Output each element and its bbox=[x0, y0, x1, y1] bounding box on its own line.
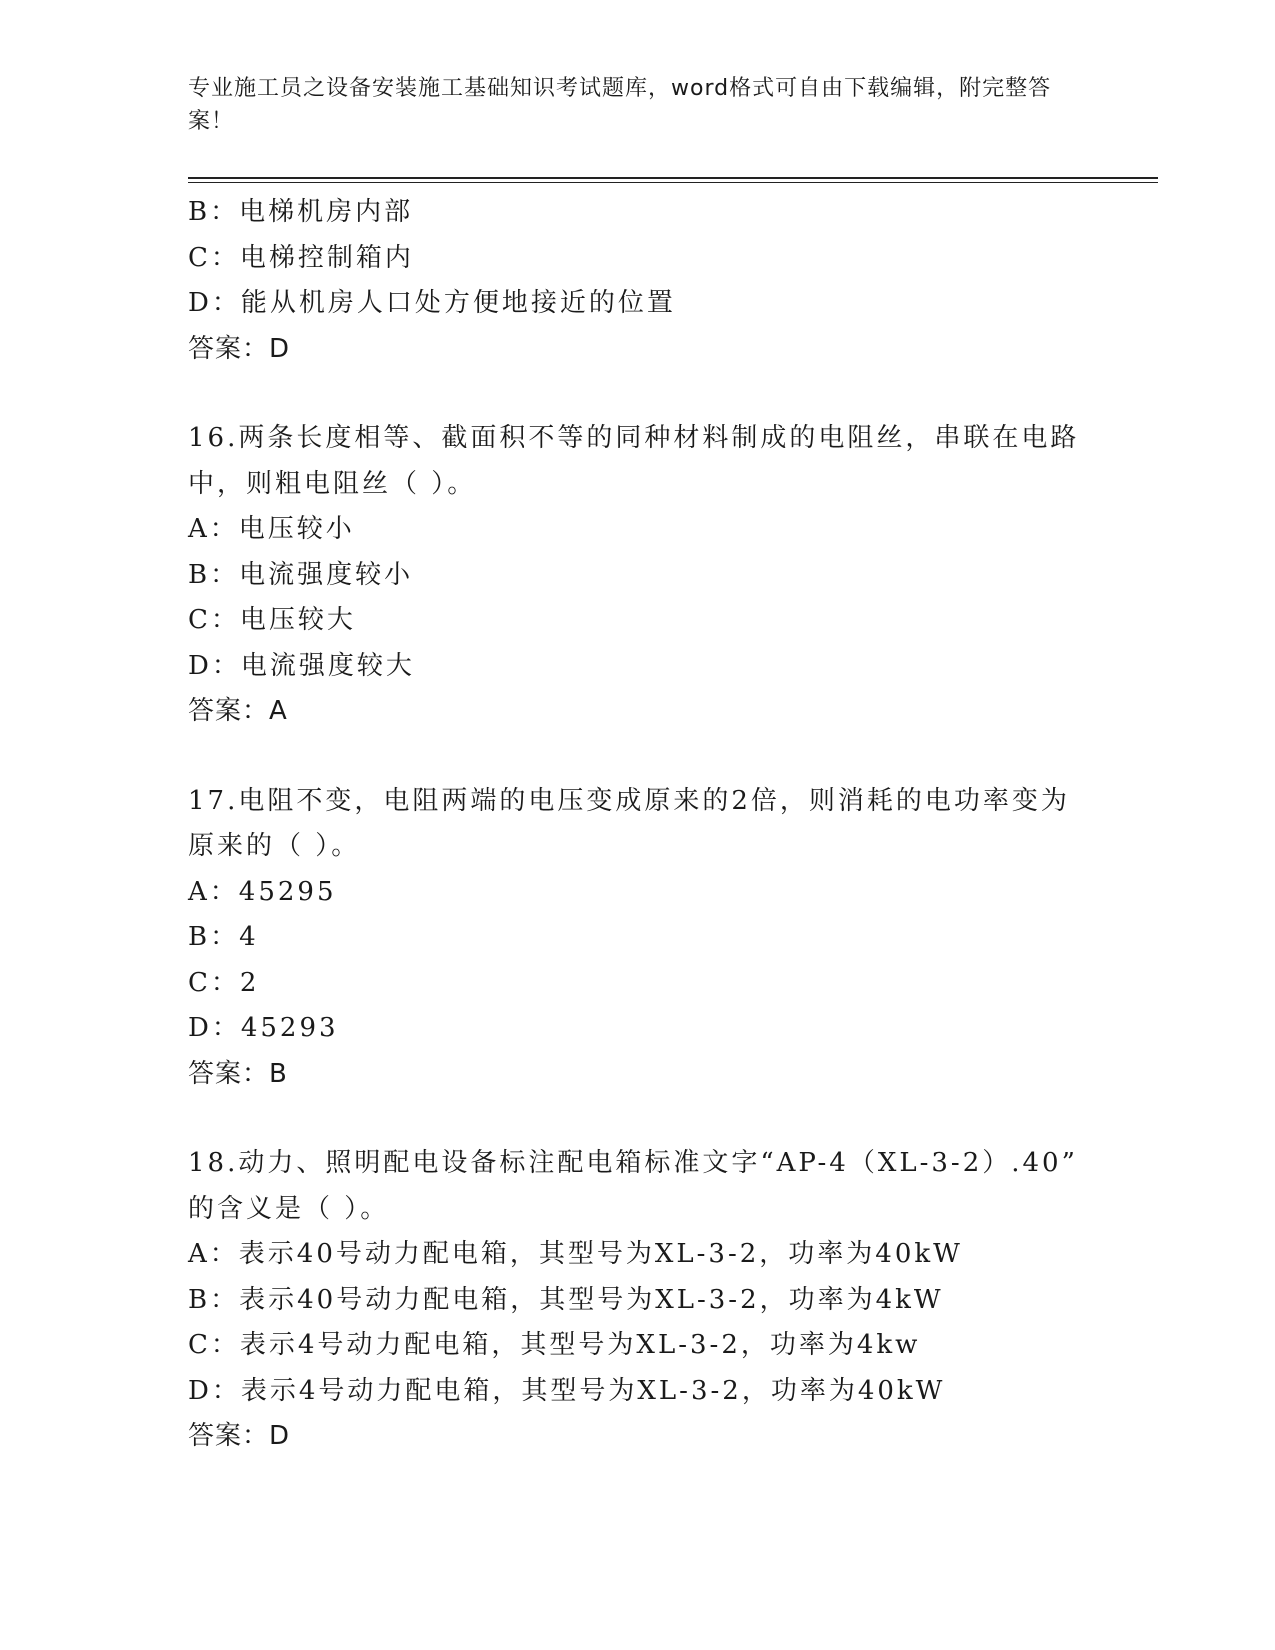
option-d: D：45293 bbox=[188, 1013, 339, 1043]
option-a: A：表示40号动力配电箱，其型号为XL-3-2，功率为40kW bbox=[188, 1239, 963, 1269]
option-a: A：45295 bbox=[188, 876, 337, 907]
option-d: D：表示4号动力配电箱，其型号为XL-3-2，功率为40kW bbox=[188, 1375, 946, 1406]
question-stem-cont: 原来的（ ）。 bbox=[188, 831, 361, 861]
option-c: C：表示4号动力配电箱，其型号为XL-3-2，功率为4kw bbox=[188, 1330, 921, 1360]
option-c: C：2 bbox=[188, 967, 260, 998]
question-17 bbox=[188, 779, 1088, 1098]
answer-line: 答案：D bbox=[188, 1421, 291, 1451]
question-stem: 18.动力、照明配电设备标注配电箱标准文字“AP-4（XL-3-2）.40” bbox=[188, 1148, 1078, 1178]
option-d: D：电流强度较大 bbox=[188, 650, 415, 681]
option-b: B：4 bbox=[188, 922, 259, 952]
document-header bbox=[188, 72, 1068, 138]
header-divider bbox=[188, 177, 1158, 179]
option-a: A：电压较小 bbox=[188, 514, 355, 544]
option-b: B：表示40号动力配电箱，其型号为XL-3-2，功率为4kW bbox=[188, 1284, 944, 1315]
question-18 bbox=[188, 1141, 1088, 1460]
answer-line: 答案：D bbox=[188, 333, 291, 364]
question-15-tail bbox=[188, 190, 1088, 372]
option-c: C：电梯控制箱内 bbox=[188, 242, 414, 273]
header-text: 专业施工员之设备安装施工基础知识考试题库，word格式可自由下载编辑，附完整答案！ bbox=[188, 76, 1052, 134]
question-stem: 16.两条长度相等、截面积不等的同种材料制成的电阻丝，串联在电路 bbox=[188, 423, 1080, 453]
option-d: D：能从机房人口处方便地接近的位置 bbox=[188, 288, 676, 318]
option-b: B：电梯机房内部 bbox=[188, 197, 414, 227]
option-b: B：电流强度较小 bbox=[188, 559, 414, 590]
option-c: C：电压较大 bbox=[188, 605, 356, 635]
answer-line: 答案：B bbox=[188, 1058, 288, 1089]
header-divider-thin bbox=[188, 182, 1158, 183]
question-list bbox=[188, 190, 1088, 1460]
answer-line: 答案：A bbox=[188, 696, 288, 726]
question-stem: 17.电阻不变，电阻两端的电压变成原来的2倍，则消耗的电功率变为 bbox=[188, 785, 1070, 816]
question-16 bbox=[188, 416, 1088, 735]
question-stem-cont: 的含义是（ ）。 bbox=[188, 1193, 390, 1224]
question-stem-cont: 中，则粗电阻丝（ ）。 bbox=[188, 468, 477, 499]
